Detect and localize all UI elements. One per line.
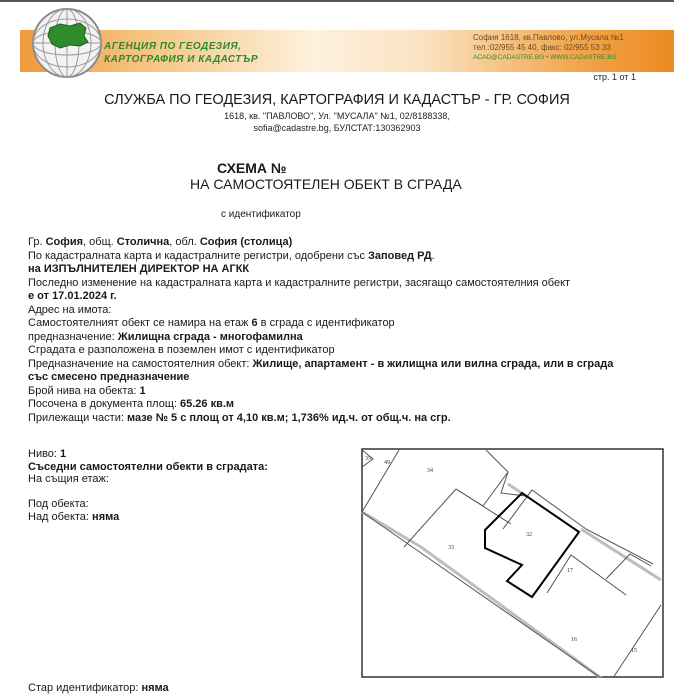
old-identifier-line bbox=[28, 682, 169, 694]
object-details bbox=[28, 236, 658, 425]
building-purpose: Жилищна сграда - многофамилна bbox=[117, 330, 303, 343]
old-identifier-value: няма bbox=[141, 682, 169, 694]
above-value: няма bbox=[92, 510, 120, 523]
parts-label: Прилежащи части: bbox=[28, 411, 124, 424]
map-label-35: 35 bbox=[365, 456, 371, 462]
floor: 6 bbox=[251, 317, 258, 329]
neighbor-details bbox=[28, 448, 328, 523]
office-address-line2: sofia@cadastre.bg, БУЛСТАТ:130362903 bbox=[253, 123, 421, 133]
municipality-label: , общ. bbox=[83, 236, 114, 248]
above-line bbox=[28, 511, 328, 524]
object-purpose-line bbox=[28, 358, 628, 385]
city-label: Гр. bbox=[28, 236, 43, 248]
map-frame bbox=[362, 449, 663, 677]
old-identifier-label: Стар идентификатор: bbox=[28, 682, 139, 694]
land-line: Сградата е разположена в поземлен имот с идентификатор bbox=[28, 344, 335, 356]
identifier-label: с идентификатор bbox=[221, 209, 301, 220]
area-line bbox=[28, 398, 658, 412]
municipality: Столична bbox=[116, 236, 170, 248]
area-label: Посочена в документа площ: bbox=[28, 398, 177, 410]
floor-suffix: в сграда с идентификатор bbox=[257, 317, 395, 329]
neighbors-title-text: Съседни самостоятелни обекти в сградата: bbox=[28, 460, 268, 473]
map-label-49: 49 bbox=[384, 460, 390, 466]
level: 1 bbox=[60, 448, 67, 460]
map-label-33: 33 bbox=[448, 545, 454, 551]
office-title: СЛУЖБА ПО ГЕОДЕЗИЯ, КАРТОГРАФИЯ И КАДАСТЪР - ГР. СОФИЯ bbox=[104, 92, 570, 108]
map-label-32: 32 bbox=[526, 532, 532, 538]
floor-plan-map bbox=[361, 448, 664, 678]
level-line bbox=[28, 448, 328, 461]
same-floor-label: На същия етаж: bbox=[28, 473, 109, 485]
contact-web: ACAD@CADASTRE.BG • WWW.CADASTRE.BG bbox=[473, 54, 617, 61]
agency-name-line2: КАРТОГРАФИЯ И КАДАСТЪР bbox=[104, 54, 259, 65]
location-line bbox=[28, 236, 658, 250]
last-change-date: е от 17.01.2024 г. bbox=[28, 290, 117, 302]
building-purpose-label: предназначение: bbox=[28, 330, 115, 343]
spacer bbox=[28, 486, 328, 499]
levels-label: Брой нива на обекта: bbox=[28, 384, 137, 397]
area: 65.26 кв.м bbox=[180, 398, 235, 410]
parts-line bbox=[28, 412, 658, 426]
map-label-17: 17 bbox=[567, 568, 573, 574]
page-number: стр. 1 от 1 bbox=[593, 72, 636, 82]
order-suffix: . bbox=[431, 249, 435, 262]
map-label-16: 16 bbox=[571, 637, 577, 643]
cadastre-line bbox=[28, 250, 658, 264]
last-change-date-line bbox=[28, 290, 658, 304]
below-label: Под обекта: bbox=[28, 498, 89, 510]
above-label: Над обекта: bbox=[28, 510, 89, 523]
address-label: Адрес на имота: bbox=[28, 303, 112, 316]
floor-label: Самостоятелният обект се намира на етаж bbox=[28, 317, 249, 329]
floor-line bbox=[28, 317, 658, 331]
map-label-15: 15 bbox=[631, 648, 637, 654]
object-purpose: Жилище, апартамент - в жилищна или вилна сграда, или в сграда със смесено предназначение bbox=[28, 357, 614, 383]
level-label: Ниво: bbox=[28, 448, 57, 460]
director: на ИЗПЪЛНИТЕЛЕН ДИРЕКТОР НА АГКК bbox=[28, 263, 250, 275]
region-label: , обл. bbox=[169, 236, 197, 248]
scheme-subtitle: НА САМОСТОЯТЕЛЕН ОБЕКТ В СГРАДА bbox=[190, 176, 462, 192]
last-change-line: Последно изменение на кадастралната карта и кадастралните регистри, засягащо самостоятелния обект bbox=[28, 276, 571, 289]
region: София (столица) bbox=[199, 236, 293, 248]
order: Заповед РД bbox=[368, 249, 432, 262]
director-line bbox=[28, 263, 658, 277]
agency-logo-globe-icon bbox=[30, 6, 104, 80]
scheme-title: СХЕМА № bbox=[217, 160, 287, 176]
cadastre-text: По кадастралната карта и кадастралните регистри, одобрени със bbox=[28, 249, 365, 262]
agency-contact bbox=[473, 33, 624, 63]
city: София bbox=[45, 236, 84, 248]
office-address bbox=[0, 110, 674, 134]
contact-phone: тел.:02/955 45 40, факс: 02/955 53 33 bbox=[473, 43, 611, 52]
map-label-34: 34 bbox=[427, 468, 433, 474]
agency-name bbox=[104, 40, 258, 66]
object-purpose-label: Предназначение на самостоятелния обект: bbox=[28, 357, 250, 370]
office-address-line1: 1618, кв. "ПАВЛОВО", Ул. "МУСАЛА" №1, 02/8188338, bbox=[224, 111, 450, 121]
neighbors-title bbox=[28, 461, 328, 474]
levels: 1 bbox=[139, 384, 146, 397]
building-purpose-line bbox=[28, 331, 658, 345]
top-rule bbox=[0, 0, 674, 2]
levels-line bbox=[28, 385, 658, 399]
contact-address: София 1618, кв.Павлово, ул.Мусала №1 bbox=[473, 33, 624, 42]
agency-name-line1: АГЕНЦИЯ ПО ГЕОДЕЗИЯ, bbox=[104, 41, 242, 52]
parts: мазе № 5 с площ от 4,10 кв.м; 1,736% ид.ч. от общ.ч. на сгр. bbox=[126, 411, 451, 424]
